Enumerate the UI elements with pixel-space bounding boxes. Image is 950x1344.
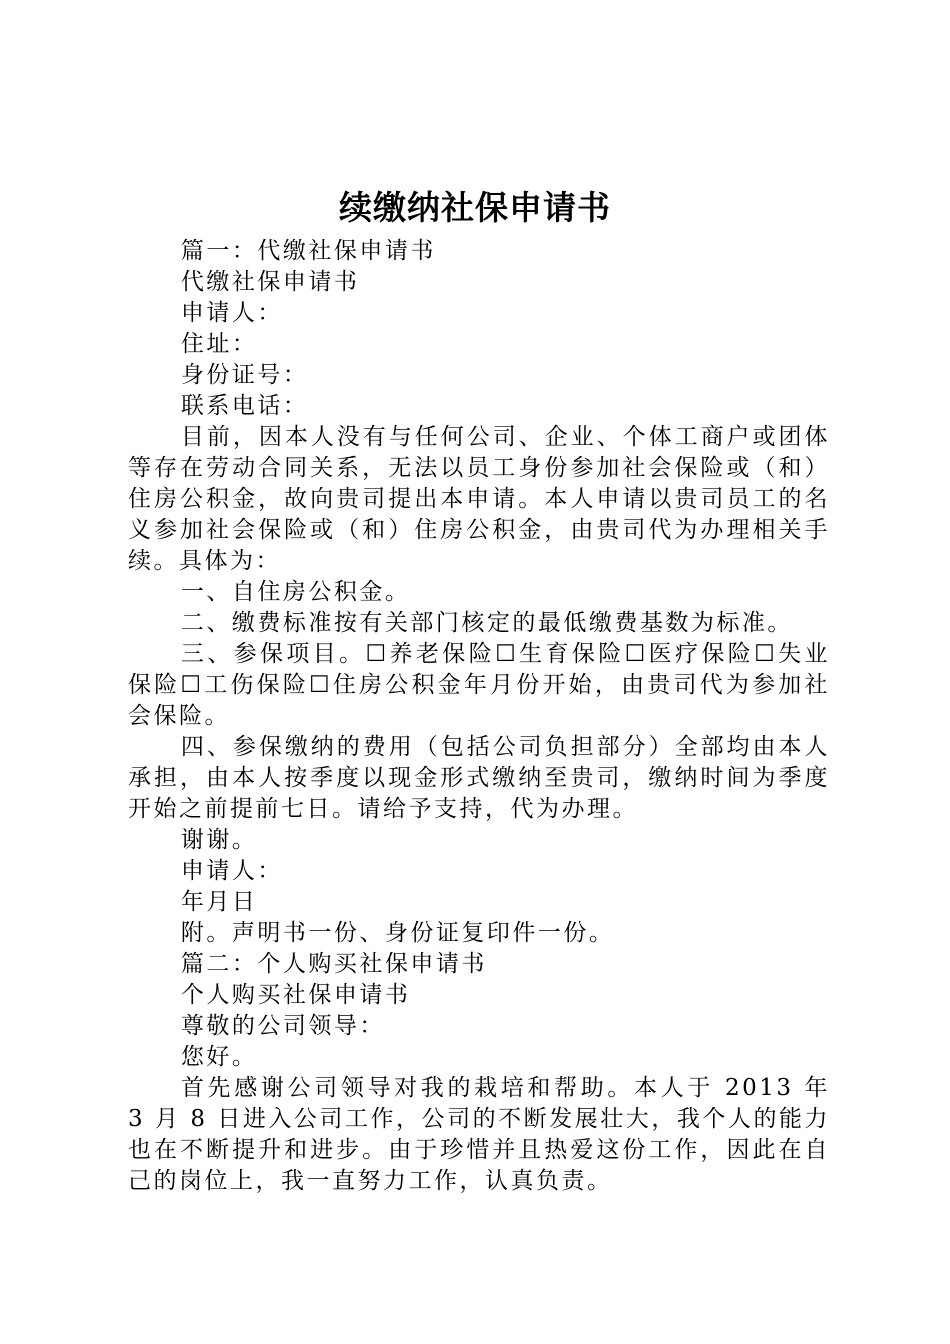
document-title: 续缴纳社保申请书	[339, 188, 611, 227]
id-number-field: 身份证号：	[180, 362, 309, 388]
phone-field: 联系电话：	[180, 393, 309, 419]
letter-title-2: 个人购买社保申请书	[180, 982, 411, 1008]
list-item: 二、缴费标准按有关部门核定的最低缴费基数为标准。	[180, 610, 793, 636]
section-heading-2: 篇二：个人购买社保申请书	[180, 951, 487, 977]
list-item: 一、自住房公积金。	[180, 579, 411, 605]
attachment-note: 附。声明书一份、身份证复印件一份。	[180, 920, 615, 946]
signature-applicant: 申请人：	[180, 858, 283, 884]
list-item: 三、参保项目。☐养老保险☐生育保险☐医疗保险☐失业保险☐工伤保险☐住房公积金年月份开始，由贵司代为参加社会保险。	[128, 641, 830, 729]
salutation: 尊敬的公司领导：	[180, 1013, 385, 1039]
list-item: 四、参保缴纳的费用（包括公司负担部分）全部均由本人承担，由本人按季度以现金形式缴纳至贵司，缴纳时间为季度开始之前提前七日。请给予支持，代为办理。	[128, 734, 830, 822]
section-heading-1: 篇一：代缴社保申请书	[180, 238, 436, 264]
thanks-line: 谢谢。	[180, 827, 258, 853]
signature-date: 年月日	[180, 889, 258, 915]
body-paragraph: 首先感谢公司领导对我的栽培和帮助。本人于 2013 年 3 月 8 日进入公司工作，公司的不断发展壮大，我个人的能力也在不断提升和进步。由于珍惜并且热爱这份工作，因此在自己的岗位上，我一直努力工作，认真负责。	[128, 1075, 830, 1194]
applicant-field: 申请人：	[180, 300, 283, 326]
body-paragraph: 目前，因本人没有与任何公司、企业、个体工商户或团体等存在劳动合同关系，无法以员工身份参加社会保险或（和）住房公积金，故向贵司提出本申请。本人申请以贵司员工的名义参加社会保险或（和）住房公积金，由贵司代为办理相关手续。具体为：	[128, 424, 830, 574]
greeting: 您好。	[180, 1044, 258, 1070]
letter-title-1: 代缴社保申请书	[180, 269, 360, 295]
address-field: 住址：	[180, 331, 258, 357]
document-body	[128, 236, 830, 1197]
